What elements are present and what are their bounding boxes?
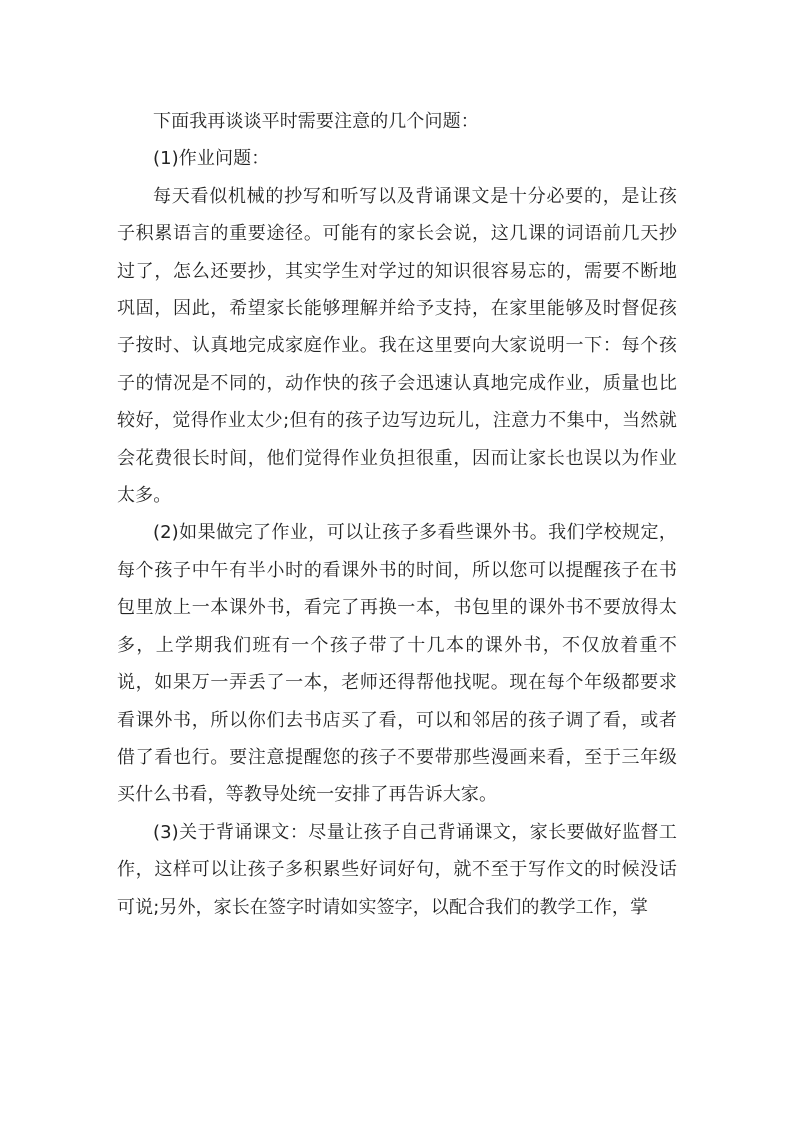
paragraph-recitation: (3)关于背诵课文：尽量让孩子自己背诵课文，家长要做好监督工作，这样可以让孩子多积累些好词好句，就不至于写作文的时候没话可说;另外，家长在签字时请如实签字，以配合我们的教学工作，掌 <box>117 821 677 918</box>
paragraph-homework: 每天看似机械的抄写和听写以及背诵课文是十分必要的，是让孩子积累语言的重要途径。可能有的家长会说，这几课的词语前几天抄过了，怎么还要抄，其实学生对学过的知识很容易忘的，需要不断地巩固，因此，希望家长能够理解并给予支持，在家里能够及时督促孩子按时、认真地完成家庭作业。我在这里要向大家说明一下：每个孩子的情况是不同的，动作快的孩子会迅速认真地完成作业，质量也比较好，觉得作业太少;但有的孩子边写边玩儿，注意力不集中，当然就会花费很长时间，他们觉得作业负担很重，因而让家长也误以为作业太多。 <box>117 185 677 507</box>
paragraph-extracurricular-reading: (2)如果做完了作业，可以让孩子多看些课外书。我们学校规定，每个孩子中午有半小时的看课外书的时间，所以您可以提醒孩子在书包里放上一本课外书，看完了再换一本，书包里的课外书不要放得太多，上学期我们班有一个孩子带了十几本的课外书，不仅放着重不说，如果万一弄丢了一本，老师还得帮他找呢。现在每个年级都要求看课外书，所以你们去书店买了看，可以和邻居的孩子调了看，或者借了看也行。要注意提醒您的孩子不要带那些漫画来看，至于三年级买什么书看，等教导处统一安排了再告诉大家。 <box>117 522 677 806</box>
paragraph-heading-homework: (1)作业问题： <box>153 148 270 170</box>
paragraph-intro: 下面我再谈谈平时需要注意的几个问题： <box>153 111 479 132</box>
document-body <box>117 103 677 926</box>
